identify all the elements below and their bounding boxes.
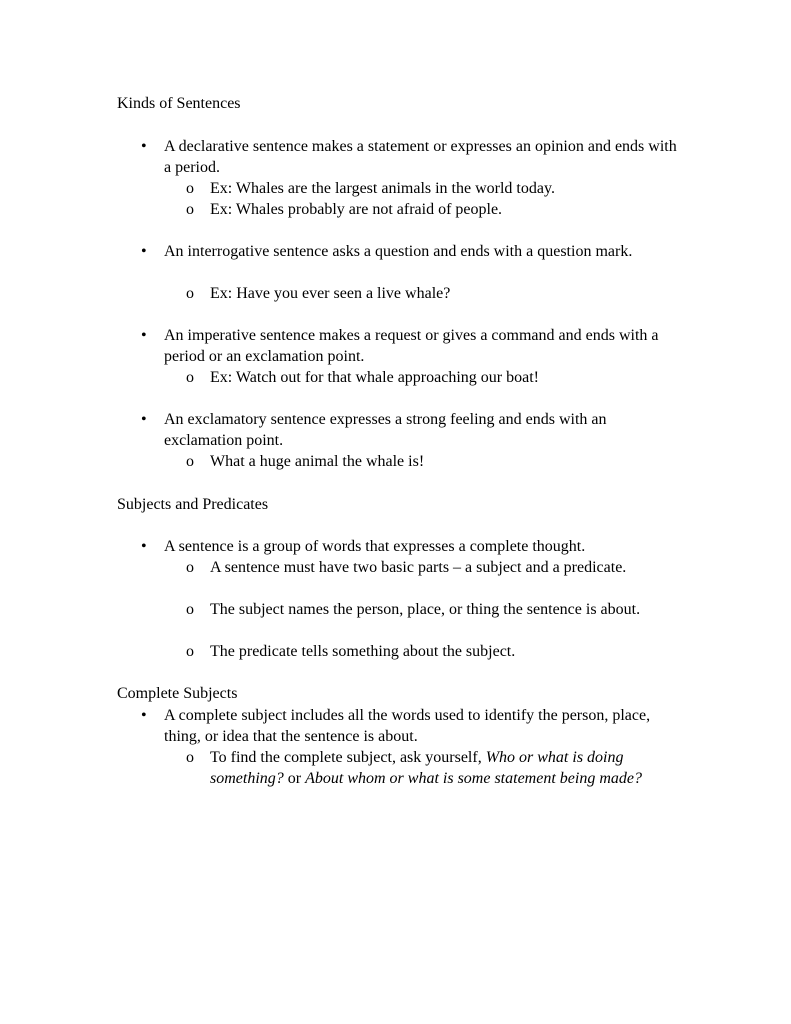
sub-bullet-icon: o [186, 559, 194, 576]
bullet-icon: • [141, 327, 147, 344]
sub-text: Ex: Have you ever seen a live whale? [210, 285, 451, 302]
sub-bullet-icon: o [186, 369, 194, 386]
bullet-text: A declarative sentence makes a statement or expresses an opinion and ends with a period. [164, 138, 677, 176]
heading-complete-subjects: Complete Subjects [117, 685, 238, 702]
sub-bullet-icon: o [186, 285, 194, 302]
sub-text [210, 747, 660, 789]
sub-text: A sentence must have two basic parts – a subject and a predicate. [210, 559, 627, 576]
sub-text: What a huge animal the whale is! [210, 453, 425, 470]
bullet-text: An imperative sentence makes a request or gives a command and ends with a period or an exclamation point. [164, 327, 659, 365]
bullet-icon: • [141, 538, 147, 555]
bullet-icon: • [141, 411, 147, 428]
bullet-text: A complete subject includes all the words used to identify the person, place, thing, or idea that the sentence is about. [164, 707, 651, 745]
bullet-icon: • [141, 138, 147, 155]
italic-question-1: Who or what is doing something? [210, 749, 624, 787]
heading-subjects-and-predicates: Subjects and Predicates [117, 496, 269, 513]
sub-text: Ex: Whales are the largest animals in the world today. [210, 180, 555, 197]
bullet-text: An interrogative sentence asks a question and ends with a question mark. [164, 243, 633, 260]
sub-text: Ex: Whales probably are not afraid of people. [210, 201, 503, 218]
sub-text: Ex: Watch out for that whale approaching our boat! [210, 369, 539, 386]
sub-bullet-icon: o [186, 453, 194, 470]
sub-bullet-icon: o [186, 643, 194, 660]
sub-bullet-icon: o [186, 749, 194, 766]
heading-kinds-of-sentences: Kinds of Sentences [117, 95, 241, 112]
plain-text: or [283, 770, 306, 787]
plain-text: To find the complete subject, ask yourself, [210, 749, 486, 766]
sub-bullet-icon: o [186, 601, 194, 618]
bullet-icon: • [141, 243, 147, 260]
bullet-text: An exclamatory sentence expresses a strong feeling and ends with an exclamation point. [164, 411, 607, 449]
sub-bullet-icon: o [186, 201, 194, 218]
bullet-icon: • [141, 707, 147, 724]
sub-bullet-icon: o [186, 180, 194, 197]
italic-question-2: About whom or what is some statement being made? [305, 770, 642, 787]
sub-text: The subject names the person, place, or thing the sentence is about. [210, 601, 641, 618]
sub-text: The predicate tells something about the subject. [210, 643, 516, 660]
bullet-text: A sentence is a group of words that expresses a complete thought. [164, 538, 586, 555]
